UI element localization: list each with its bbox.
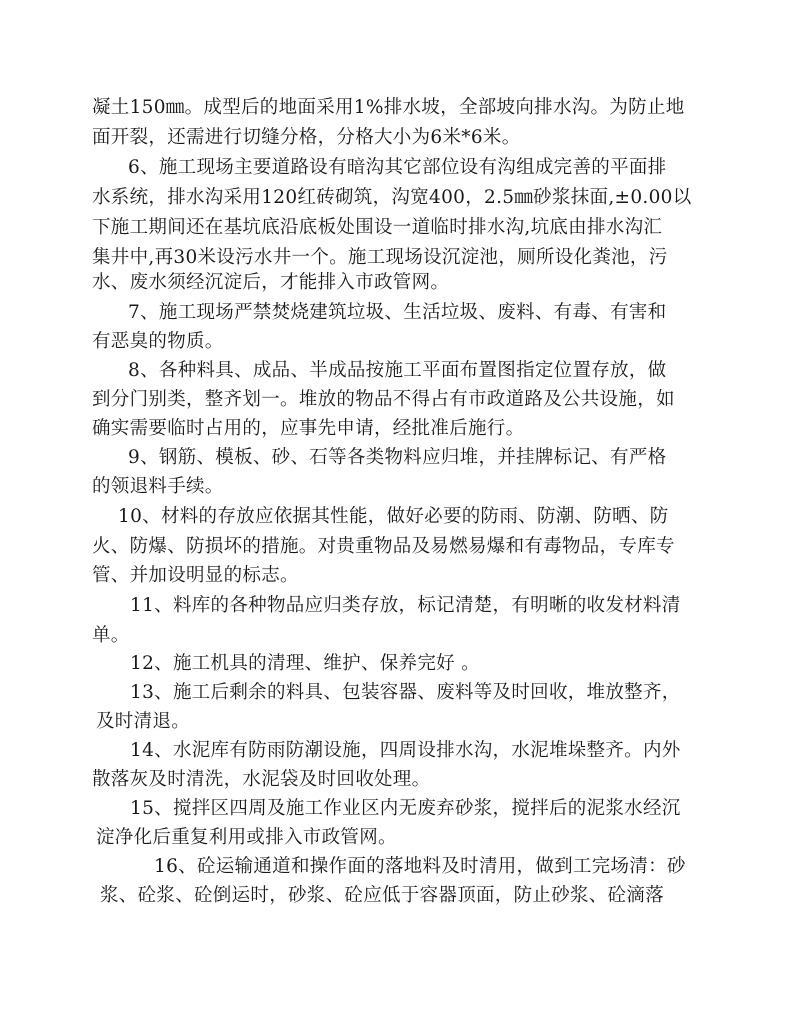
text-line: 15、搅拌区四周及施工作业区内无废弃砂浆，搅拌后的泥浆水经沉 — [130, 798, 681, 819]
text-line: 16、砼运输通道和操作面的落地料及时清用，做到工完场清：砂 — [154, 856, 686, 877]
text-line: 管、并加设明显的标志。 — [92, 565, 299, 586]
text-line: 到分门别类，整齐划一。堆放的物品不得占有市政道路及公共设施，如 — [92, 389, 675, 410]
text-line: 有恶臭的物质。 — [92, 331, 224, 352]
text-line: 散落灰及时清洗，水泥袋及时回收处理。 — [92, 769, 431, 790]
text-line: 的领退料手续。 — [92, 476, 224, 497]
text-line: 集井中,再30米设污水井一个。施工现场设沉淀池，厕所设化粪池，污 — [92, 247, 668, 268]
text-line: 下施工期间还在基坑底沿底板处围设一道临时排水沟,坑底由排水沟汇 — [92, 217, 663, 238]
text-line: 单。 — [92, 625, 130, 646]
text-line: 9、钢筋、模板、砂、石等各类物料应归堆，并挂牌标记、有严格 — [128, 447, 667, 468]
text-line: 及时清退。 — [96, 711, 191, 732]
text-line: 水、废水须经沉淀后，才能排入市政管网。 — [92, 272, 450, 293]
text-line: 12、施工机具的清理、维护、保养完好 。 — [130, 653, 480, 674]
text-line: 水系统，排水沟采用120红砖砌筑，沟宽400，2.5㎜砂浆抹面,±0.00以 — [92, 187, 692, 208]
text-line: 14、水泥库有防雨防潮设施，四周设排水沟，水泥堆垛整齐。内外 — [130, 740, 681, 761]
text-line: 浆、砼浆、砼倒运时，砂浆、砼应低于容器顶面，防止砂浆、砼滴落 — [100, 885, 665, 906]
text-line: 火、防爆、防损坏的措施。对贵重物品及易燃易爆和有毒物品，专库专 — [92, 536, 675, 557]
text-line: 确实需要临时占用的，应事先申请，经批准后施行。 — [92, 418, 525, 439]
text-line: 7、施工现场严禁焚烧建筑垃圾、生活垃圾、废料、有毒、有害和 — [128, 302, 667, 323]
text-line: 13、施工后剩余的料具、包装容器、废料等及时回收，堆放整齐， — [130, 682, 681, 703]
text-line: 11、料库的各种物品应归类存放，标记清楚，有明晰的收发材料清 — [130, 595, 681, 616]
text-line: 淀净化后重复利用或排入市政管网。 — [96, 827, 397, 848]
text-line: 10、材料的存放应依据其性能，做好必要的防雨、防潮、防晒、防 — [118, 506, 669, 527]
text-line: 凝土150㎜。成型后的地面采用1%排水坡，全部坡向排水沟。为防止地 — [92, 97, 685, 118]
text-line: 6、施工现场主要道路设有暗沟其它部位设有沟组成完善的平面排 — [128, 157, 667, 178]
text-line: 8、各种料具、成品、半成品按施工平面布置图指定位置存放，做 — [128, 360, 667, 381]
text-line: 面开裂，还需进行切缝分格，分格大小为6米*6米。 — [92, 127, 521, 148]
